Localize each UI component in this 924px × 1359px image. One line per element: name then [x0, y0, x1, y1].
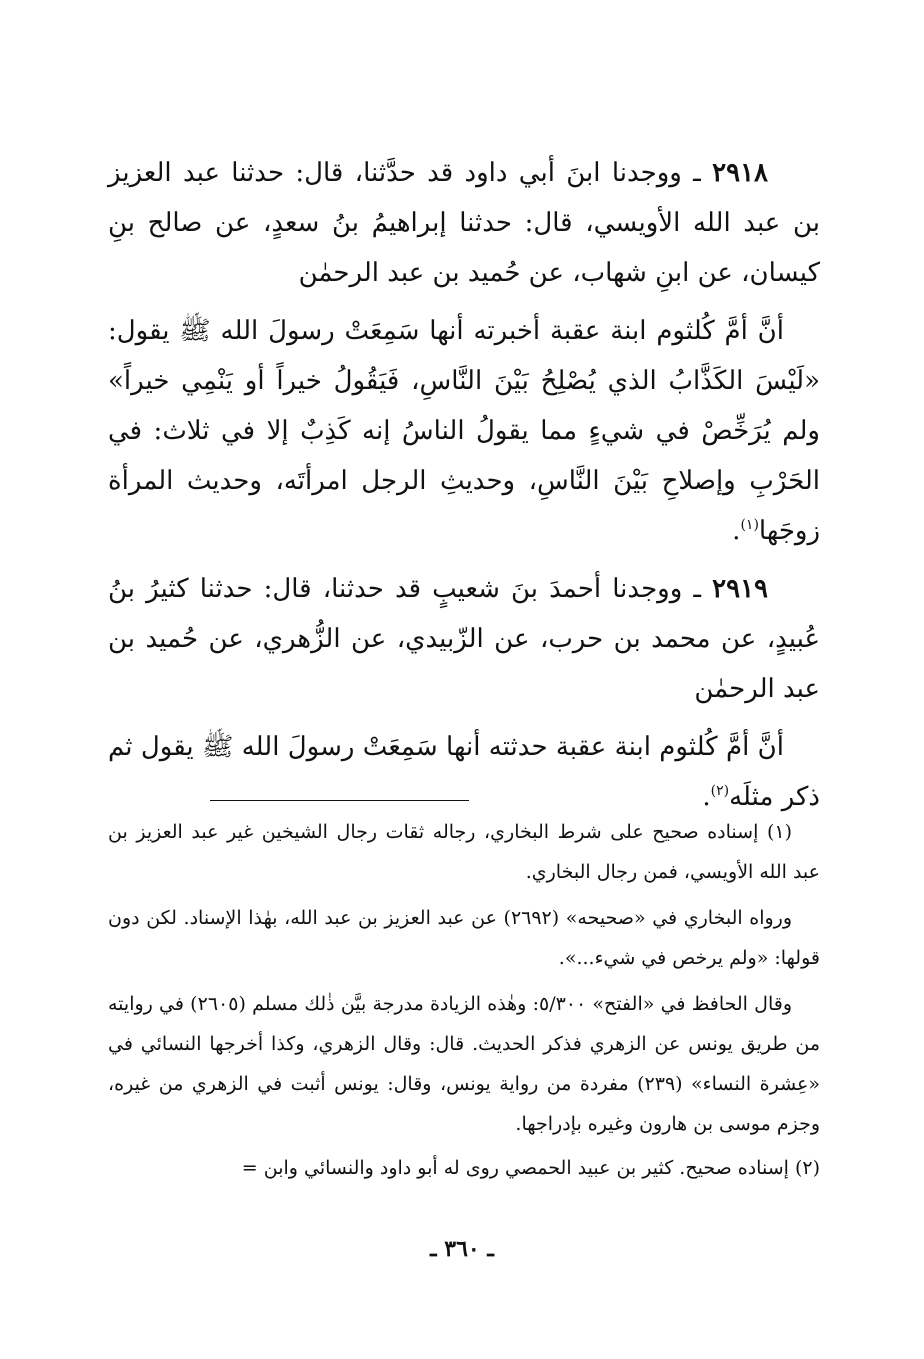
matn-text: أنَّ أمَّ كُلثوم ابنة عقبة حدثته أنها سَمِعَتْ رسولَ الله ﷺ يقول ثم ذكر مثلَه [108, 732, 820, 812]
hadith-number: ٢٩١٨ [712, 158, 768, 188]
page-number: ـ ٣٦٠ ـ [430, 1236, 494, 1262]
hadith-2919-isnad [108, 564, 820, 714]
hadith-2919-matn [108, 722, 820, 822]
footnote-ref-2[interactable]: (٢) [710, 783, 730, 799]
hadith-2918-matn [108, 306, 820, 556]
footnote-ref-1[interactable]: (١) [740, 517, 759, 533]
footnote-1-part-1: (١) إسناده صحيح على شرط البخاري، رجاله ثقات رجال الشيخين غير عبد العزيز بن عبد الله الأويسي، فمن رجال البخاري. [108, 821, 820, 883]
footnote-1-part-2: ورواه البخاري في «صحيحه» (٢٦٩٢) عن عبد العزيز بن عبد الله، بهٰذا الإسناد. لكن دون قولها: «ولم يرخص في شيء...». [108, 907, 820, 969]
sentence-end: . [732, 516, 741, 546]
matn-text: أنَّ أمَّ كُلثوم ابنة عقبة أخبرته أنها سَمِعَتْ رسولَ الله ﷺ يقول: «لَيْسَ الكَذَّابُ الذي يُصْلِحُ بَيْنَ النَّاسِ، فَيَقُولُ خيراً أو يَنْمِي خيراً» ولم يُرَخِّصْ في شيءٍ مما يقولُ الناسُ إنه كَذِبٌ إلا في ثلاث: في الحَرْبِ وإصلاحِ بَيْنَ النَّاسِ، وحديثِ الرجل امرأتَه، وحديث المرأة زوجَها [108, 316, 820, 546]
main-text [108, 148, 820, 822]
hadith-number: ٢٩١٩ [712, 574, 768, 604]
footnote-2: (٢) إسناده صحيح. كثير بن عبيد الحمصي روى له أبو داود والنسائي وابن = [241, 1157, 820, 1179]
isnad-text: ـ ووجدنا أحمدَ بنَ شعيبٍ قد حدثنا، قال: حدثنا كثيرُ بنُ عُبيدٍ، عن محمد بن حرب، عن الزّبيدي، عن الزُّهري، عن حُميد بن عبد الرحمٰن [108, 574, 820, 704]
footnotes [108, 812, 820, 1188]
sentence-end: . [702, 782, 711, 812]
footnote-separator [210, 800, 469, 801]
hadith-2918-isnad [108, 148, 820, 298]
footnote-1-part-3: وقال الحافظ في «الفتح» ٥/٣٠٠: وهٰذه الزيادة مدرجة بيَّن ذٰلك مسلم (٢٦٠٥) في روايته من طريق يونس عن الزهري فذكر الحديث. قال: وقال الزهري، وكذا أخرجها النسائي في «عِشرة النساء» (٢٣٩) مفردة من رواية يونس، وقال: يونس أثبت في الزهري من غيره، وجزم موسى بن هارون وغيره بإدراجها. [108, 993, 820, 1135]
isnad-text: ـ ووجدنا ابنَ أبي داود قد حدَّثنا، قال: حدثنا عبد العزيز بن عبد الله الأويسي، قال: حدثنا إبراهيمُ بنُ سعدٍ، عن صالح بنِ كيسان، عن ابنِ شهاب، عن حُميد بن عبد الرحمٰن [108, 158, 820, 288]
